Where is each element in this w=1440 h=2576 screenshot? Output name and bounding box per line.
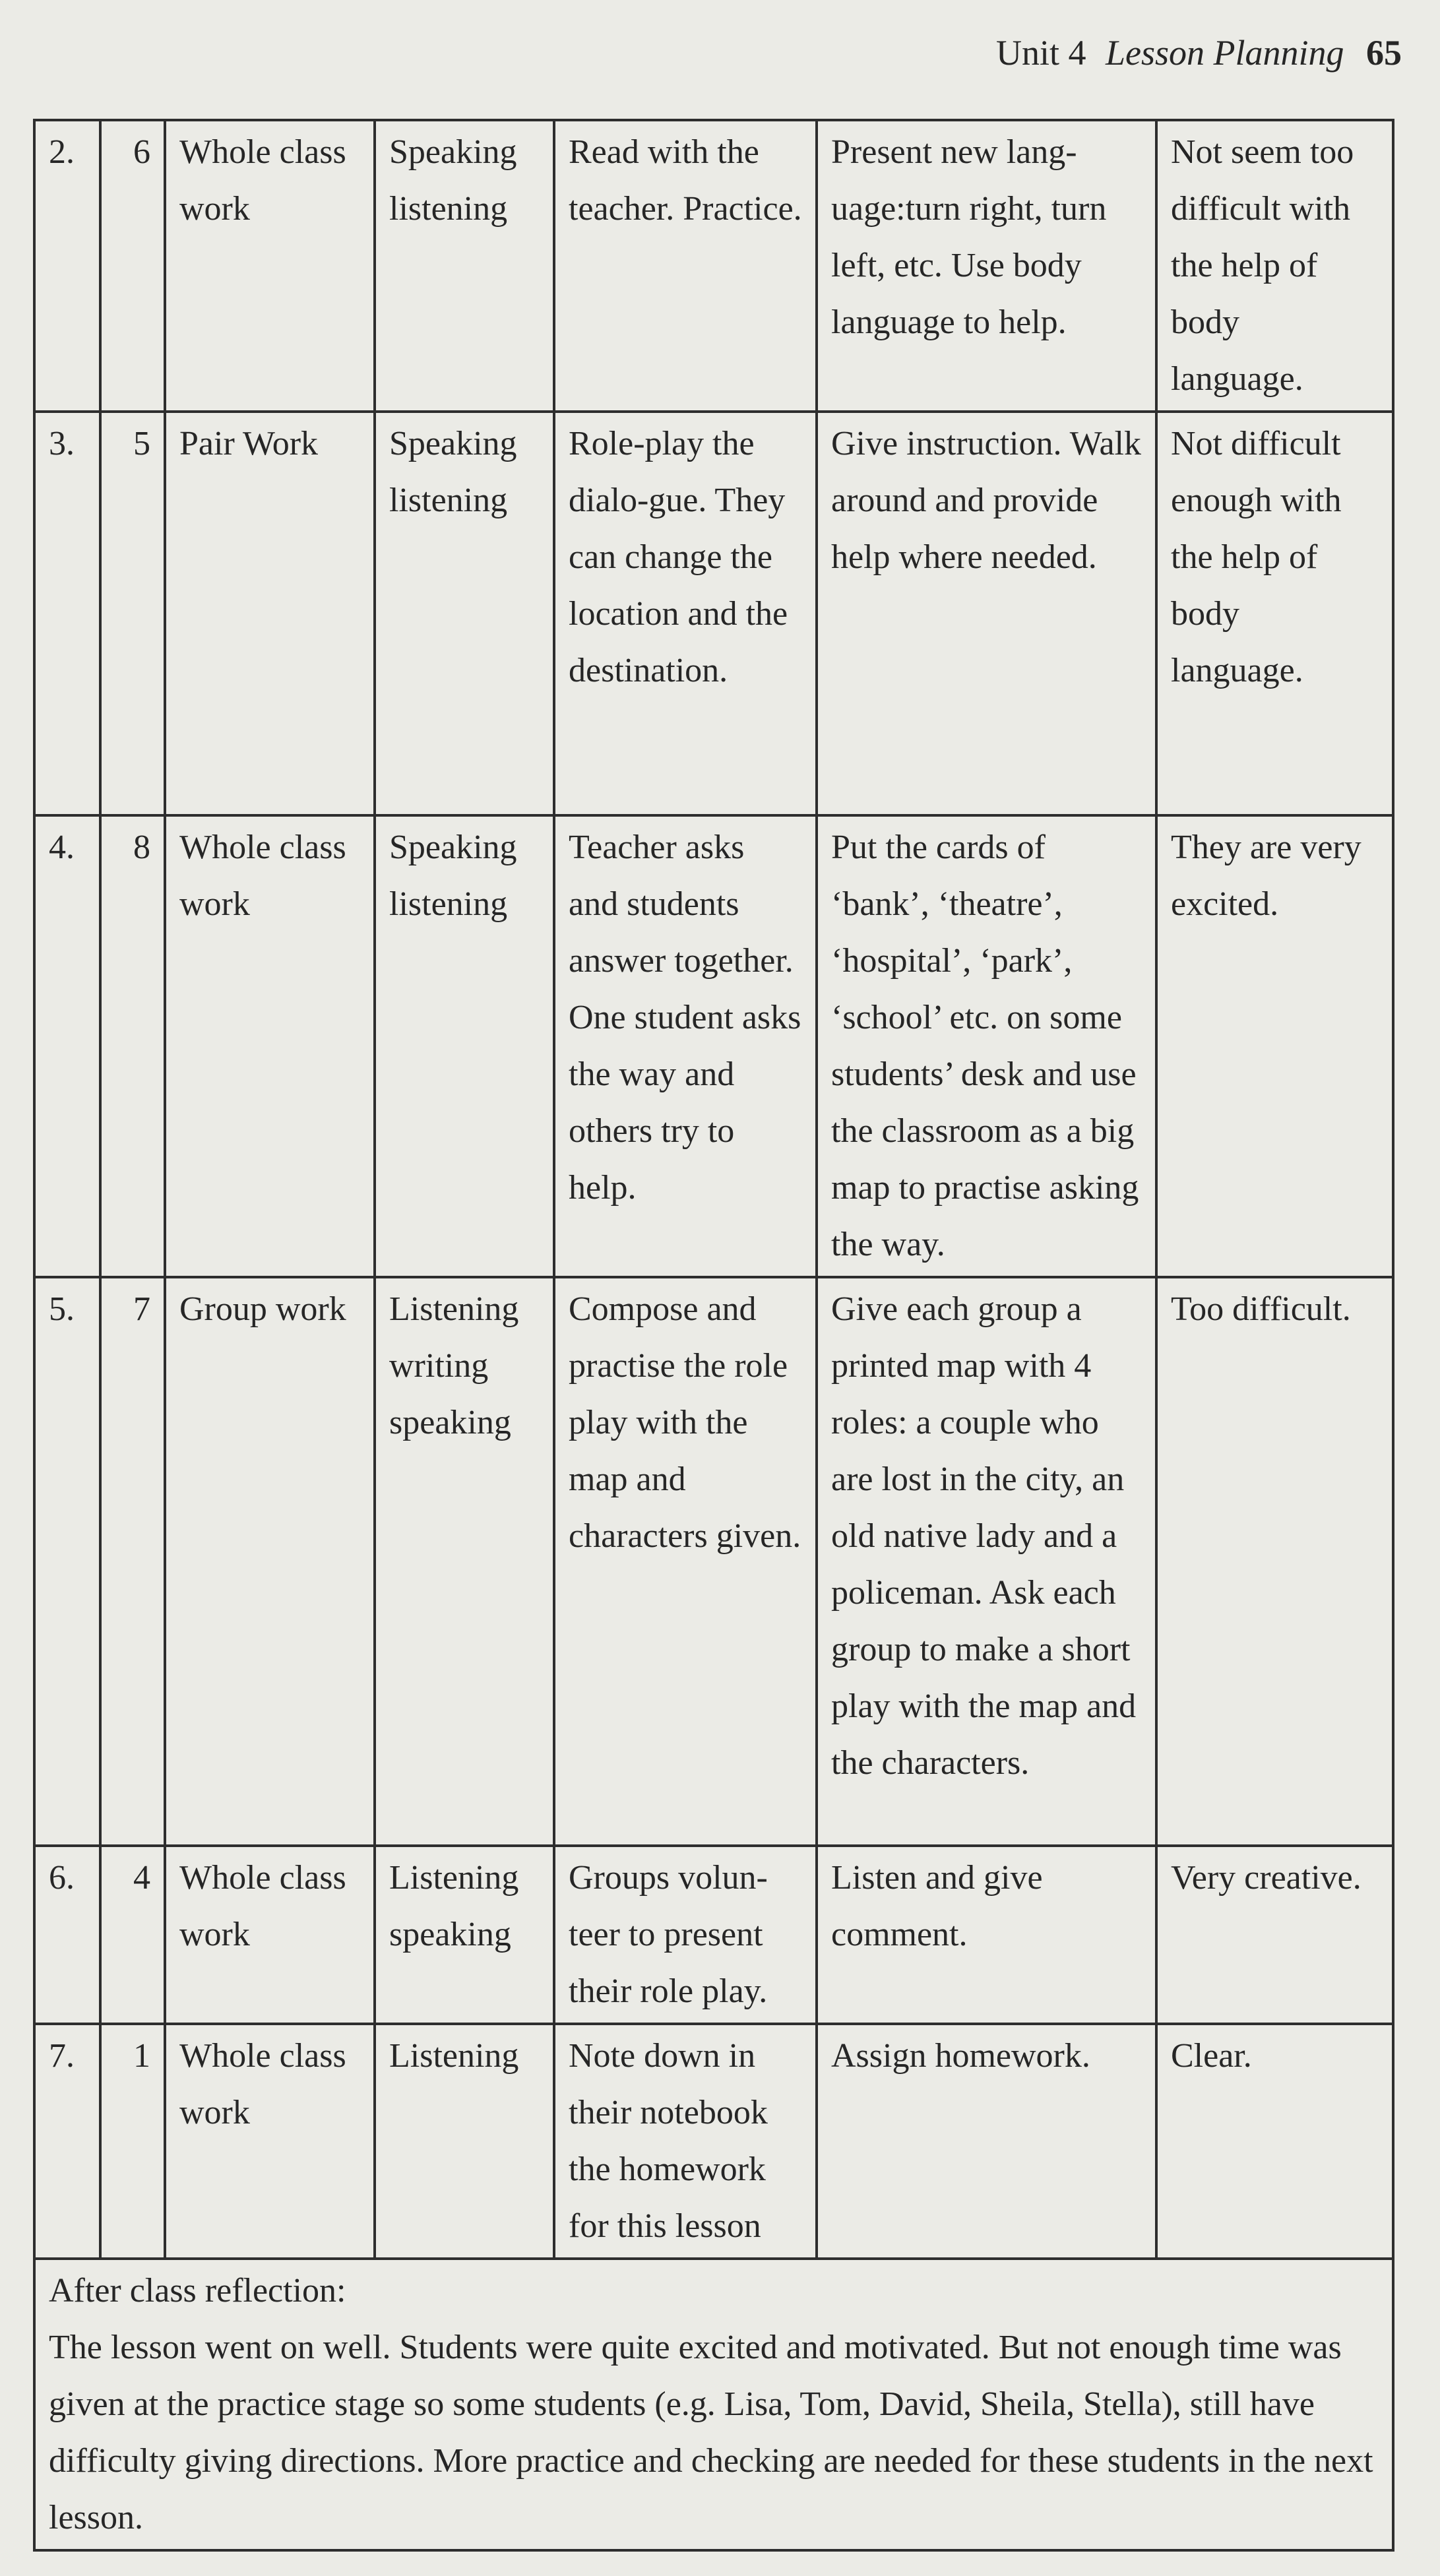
- teacher-activity-cell: Listen and give comment.: [817, 1846, 1156, 2024]
- skills-cell: Speaking listening: [375, 412, 554, 815]
- anticipated-problem-cell: Clear.: [1156, 2024, 1393, 2259]
- teacher-activity-cell: Give each group a printed map with 4 roles: a couple who are lost in the city, an old native lady and a policeman. Ask each group to make a short play with the map and the characters.: [817, 1277, 1156, 1846]
- interaction-cell: Whole class work: [165, 815, 375, 1277]
- teacher-activity-cell: Assign homework.: [817, 2024, 1156, 2259]
- page-header: [996, 26, 1402, 79]
- time-cell: 4: [100, 1846, 165, 2024]
- reflection-heading: After class reflection:: [49, 2272, 346, 2309]
- stage-cell: 3.: [34, 412, 100, 815]
- skills-cell: Listening speaking: [375, 1846, 554, 2024]
- chapter-title: Lesson Planning: [1105, 33, 1344, 73]
- student-activity-cell: Teacher asks and students answer together. One student asks the way and others try to help.: [554, 815, 817, 1277]
- anticipated-problem-cell: They are very excited.: [1156, 815, 1393, 1277]
- skills-cell: Listening: [375, 2024, 554, 2259]
- stage-cell: 6.: [34, 1846, 100, 2024]
- interaction-cell: Pair Work: [165, 412, 375, 815]
- student-activity-cell: Read with the teacher. Practice.: [554, 120, 817, 412]
- anticipated-problem-cell: Too difficult.: [1156, 1277, 1393, 1846]
- page-number: 65: [1366, 33, 1402, 73]
- skills-cell: Listening writing speaking: [375, 1277, 554, 1846]
- table-row: [34, 2024, 1393, 2259]
- lesson-plan-table: [33, 119, 1394, 2552]
- time-cell: 8: [100, 815, 165, 1277]
- interaction-cell: Whole class work: [165, 120, 375, 412]
- interaction-cell: Whole class work: [165, 2024, 375, 2259]
- time-cell: 5: [100, 412, 165, 815]
- student-activity-cell: Note down in their notebook the homework for this lesson: [554, 2024, 817, 2259]
- time-cell: 6: [100, 120, 165, 412]
- student-activity-cell: Compose and practise the role play with the map and characters given.: [554, 1277, 817, 1846]
- time-cell: 7: [100, 1277, 165, 1846]
- stage-cell: 4.: [34, 815, 100, 1277]
- teacher-activity-cell: Put the cards of ‘bank’, ‘theatre’, ‘hospital’, ‘park’, ‘school’ etc. on some students’ desk and use the classroom as a big map to practise asking the way.: [817, 815, 1156, 1277]
- interaction-cell: Group work: [165, 1277, 375, 1846]
- interaction-cell: Whole class work: [165, 1846, 375, 2024]
- student-activity-cell: Groups volun-teer to present their role play.: [554, 1846, 817, 2024]
- stage-cell: 7.: [34, 2024, 100, 2259]
- anticipated-problem-cell: Very creative.: [1156, 1846, 1393, 2024]
- table-row: [34, 1277, 1393, 1846]
- teacher-activity-cell: Give instruction. Walk around and provide help where needed.: [817, 412, 1156, 815]
- student-activity-cell: Role-play the dialo-gue. They can change the location and the destination.: [554, 412, 817, 815]
- skills-cell: Speaking listening: [375, 815, 554, 1277]
- stage-cell: 5.: [34, 1277, 100, 1846]
- skills-cell: Speaking listening: [375, 120, 554, 412]
- time-cell: 1: [100, 2024, 165, 2259]
- reflection-row: [34, 2259, 1393, 2550]
- table-row: [34, 815, 1393, 1277]
- reflection-body: The lesson went on well. Students were quite excited and motivated. But not enough time was given at the practice stage so some students (e.g. Lisa, Tom, David, Sheila, Stella), still have difficulty giving directions. More practice and checking are needed for these students in the next lesson.: [49, 2329, 1373, 2536]
- table-row: [34, 412, 1393, 815]
- teacher-activity-cell: Present new lang-uage:turn right, turn left, etc. Use body language to help.: [817, 120, 1156, 412]
- table-row: [34, 1846, 1393, 2024]
- reflection-cell: [34, 2259, 1393, 2550]
- stage-cell: 2.: [34, 120, 100, 412]
- table-row: [34, 120, 1393, 412]
- anticipated-problem-cell: Not seem too difficult with the help of body language.: [1156, 120, 1393, 412]
- anticipated-problem-cell: Not difficult enough with the help of body language.: [1156, 412, 1393, 815]
- unit-label: Unit 4: [995, 33, 1086, 73]
